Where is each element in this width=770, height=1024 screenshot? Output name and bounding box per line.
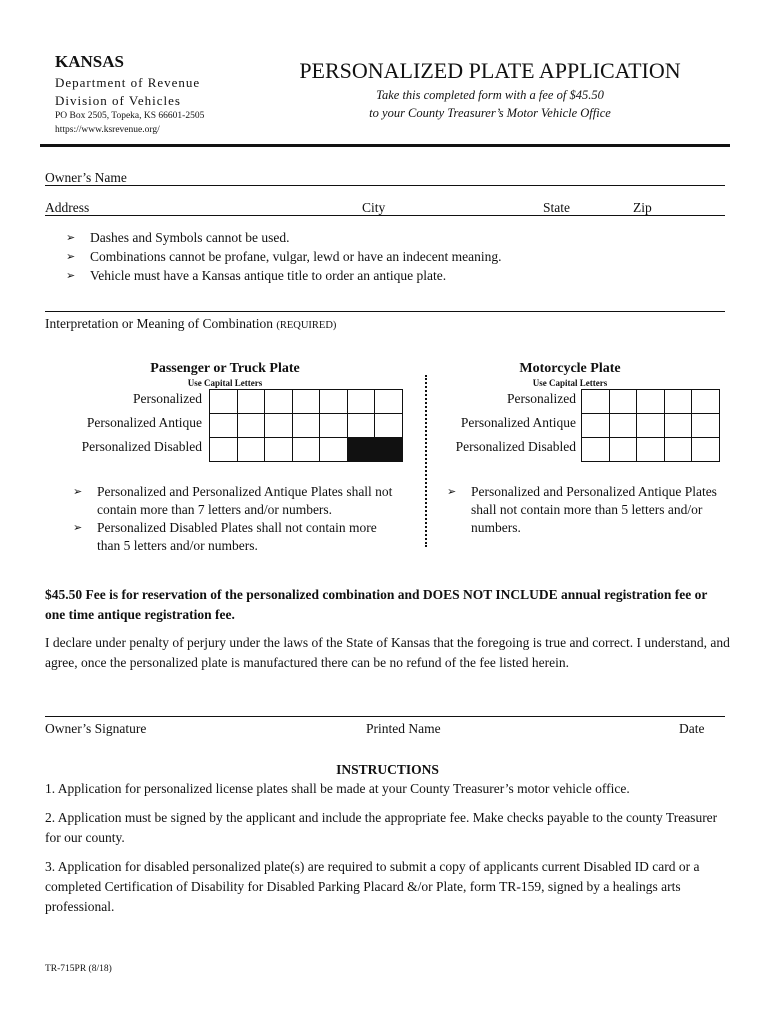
department-name: Department of Revenue: [55, 75, 201, 90]
letter-box[interactable]: [237, 413, 266, 438]
form-title: PERSONALIZED PLATE APPLICATION: [299, 58, 681, 83]
letter-box[interactable]: [609, 413, 638, 438]
passenger-row-label-disabled: Personalized Disabled: [81, 439, 202, 454]
interpretation-field[interactable]: [45, 311, 725, 312]
motorcycle-capital-note: Use Capital Letters: [532, 378, 608, 388]
instruction-item-3: 3. Application for disabled personalized plate(s) are required to submit a copy of applicants current Disabled ID card or a completed Certification of Disability for Disabled Parking Placard &/or Plate, form TR-159, signed by a healings arts professional.: [45, 859, 700, 914]
date-label: Date: [679, 721, 705, 736]
division-name: Division of Vehicles: [55, 93, 181, 108]
instruction-item-2: 2. Application must be signed by the applicant and include the appropriate fee. Make checks payable to the county Treasurer for our county.: [45, 810, 718, 845]
letter-box[interactable]: [636, 413, 665, 438]
instruction-item-1: 1. Application for personalized license plates shall be made at your County Treasurer’s motor vehicle office.: [45, 781, 630, 796]
arrow-bullet-icon: ➢: [66, 250, 76, 263]
subtitle-line-1: Take this completed form with a fee of $45.50: [376, 88, 604, 102]
address-field[interactable]: [45, 215, 725, 216]
letter-box[interactable]: [209, 413, 238, 438]
form-subtitle: [270, 86, 710, 122]
agency-website[interactable]: https://www.ksrevenue.org/: [55, 125, 160, 135]
rules-list: [66, 228, 501, 285]
letter-box[interactable]: [264, 437, 293, 462]
letter-box[interactable]: [581, 389, 610, 414]
arrow-bullet-icon: ➢: [66, 231, 76, 244]
owner-name-field[interactable]: [45, 185, 725, 186]
passenger-row-label-antique: Personalized Antique: [86, 415, 202, 430]
letter-box[interactable]: [374, 389, 403, 414]
instructions-title: INSTRUCTIONS: [336, 762, 439, 777]
motorcycle-personalized-row: [581, 389, 719, 413]
passenger-disabled-row: [209, 437, 402, 461]
letter-box[interactable]: [292, 437, 321, 462]
letter-box[interactable]: [609, 389, 638, 414]
letter-box[interactable]: [347, 389, 376, 414]
agency-department: [55, 74, 200, 110]
header-divider: [40, 144, 730, 147]
subtitle-line-2: to your County Treasurer’s Motor Vehicle Office: [369, 106, 611, 120]
perjury-declaration: I declare under penalty of perjury under the laws of the State of Kansas that the foregoing is true and correct. I understand, and agree, once the personalized plate is manufactured there can be no refund of the fee listed herein.: [45, 635, 730, 670]
list-item: ➢ Dashes and Symbols cannot be used.: [66, 230, 290, 245]
city-label: City: [362, 200, 386, 215]
letter-box[interactable]: [636, 389, 665, 414]
letter-box[interactable]: [237, 389, 266, 414]
motorcycle-row-label-disabled: Personalized Disabled: [455, 439, 576, 454]
letter-box[interactable]: [319, 413, 348, 438]
letter-box[interactable]: [292, 413, 321, 438]
required-note: (REQUIRED): [276, 320, 337, 331]
letter-box[interactable]: [664, 437, 693, 462]
blocked-box: [374, 437, 403, 462]
letter-box[interactable]: [292, 389, 321, 414]
printed-name-label: Printed Name: [366, 721, 441, 736]
blocked-box: [347, 437, 376, 462]
letter-box[interactable]: [374, 413, 403, 438]
letter-box[interactable]: [691, 437, 720, 462]
passenger-plate-rules: [73, 483, 393, 555]
motorcycle-antique-row: [581, 413, 719, 437]
letter-box[interactable]: [609, 437, 638, 462]
owner-signature-label: Owner’s Signature: [45, 721, 147, 736]
state-label: State: [543, 200, 570, 215]
agency-state: KANSAS: [55, 52, 124, 71]
motorcycle-plate-grid: [581, 389, 719, 461]
passenger-antique-row: [209, 413, 402, 437]
motorcycle-disabled-row: [581, 437, 719, 461]
letter-box[interactable]: [347, 413, 376, 438]
fee-notice: $45.50 Fee is for reservation of the personalized combination and DOES NOT INCLUDE annual registration fee or one time antique registration fee.: [45, 587, 708, 622]
letter-box[interactable]: [237, 437, 266, 462]
list-item: ➢ Personalized and Personalized Antique Plates shall not contain more than 7 letters and/or numbers.: [73, 484, 393, 517]
owner-name-label: Owner’s Name: [45, 170, 127, 185]
zip-label: Zip: [633, 200, 652, 215]
letter-box[interactable]: [264, 389, 293, 414]
motorcycle-row-label-personalized: Personalized: [507, 391, 576, 406]
passenger-row-label-personalized: Personalized: [133, 391, 202, 406]
arrow-bullet-icon: ➢: [73, 521, 83, 534]
letter-box[interactable]: [264, 413, 293, 438]
address-label: Address: [45, 200, 90, 215]
list-item: ➢ Combinations cannot be profane, vulgar, lewd or have an indecent meaning.: [66, 249, 502, 264]
letter-box[interactable]: [664, 413, 693, 438]
agency-contact: [55, 109, 204, 137]
list-item: ➢ Vehicle must have a Kansas antique title to order an antique plate.: [66, 268, 447, 283]
arrow-bullet-icon: ➢: [447, 485, 457, 498]
motorcycle-plate-title: Motorcycle Plate: [519, 361, 621, 376]
motorcycle-plate-rules: [447, 483, 727, 537]
letter-box[interactable]: [209, 389, 238, 414]
passenger-personalized-row: [209, 389, 402, 413]
letter-box[interactable]: [581, 413, 610, 438]
interpretation-label: Interpretation or Meaning of Combination (REQUIRED): [45, 316, 337, 331]
list-item: ➢ Personalized Disabled Plates shall not contain more than 5 letters and/or numbers.: [73, 520, 377, 553]
arrow-bullet-icon: ➢: [73, 485, 83, 498]
letter-box[interactable]: [691, 413, 720, 438]
letter-box[interactable]: [319, 389, 348, 414]
motorcycle-row-label-antique: Personalized Antique: [460, 415, 576, 430]
agency-address: PO Box 2505, Topeka, KS 66601-2505: [55, 111, 205, 121]
section-divider: [425, 375, 427, 547]
list-item: ➢ Personalized and Personalized Antique Plates shall not contain more than 5 letters and/or numbers.: [447, 484, 717, 535]
passenger-plate-title: Passenger or Truck Plate: [150, 361, 300, 376]
form-number: TR-715PR (8/18): [45, 964, 112, 974]
letter-box[interactable]: [664, 389, 693, 414]
signature-field[interactable]: [45, 716, 725, 717]
letter-box[interactable]: [581, 437, 610, 462]
passenger-capital-note: Use Capital Letters: [187, 378, 263, 388]
letter-box[interactable]: [209, 437, 238, 462]
arrow-bullet-icon: ➢: [66, 269, 76, 282]
letter-box[interactable]: [636, 437, 665, 462]
passenger-plate-grid: [209, 389, 402, 461]
letter-box[interactable]: [691, 389, 720, 414]
letter-box[interactable]: [319, 437, 348, 462]
